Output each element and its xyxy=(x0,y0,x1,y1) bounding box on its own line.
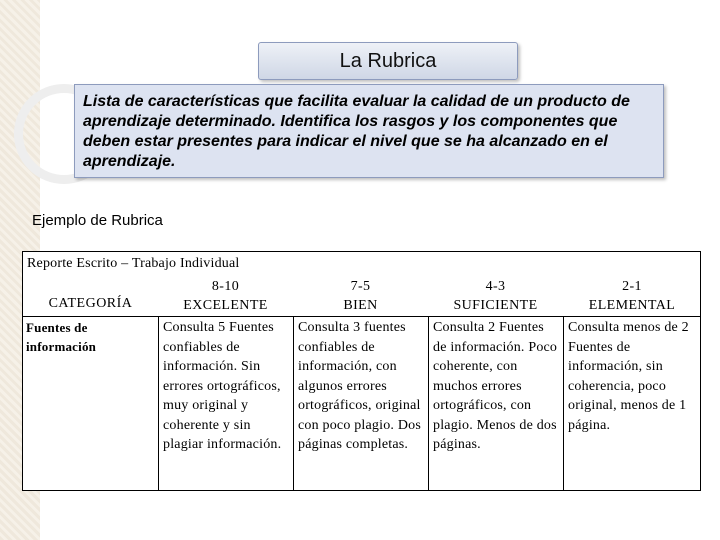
rubric-title: Reporte Escrito – Trabajo Individual xyxy=(27,256,240,271)
category-header: CATEGORÍA xyxy=(48,296,133,311)
slide-title-text: La Rubrica xyxy=(339,49,437,72)
column-divider xyxy=(428,316,429,490)
column-score: 2-1 xyxy=(622,279,642,294)
criteria-cell-suficiente: Consulta 2 Fuentes de información. Poco coherente, con muchos errores ortográficos, con plagio. Menos de dos páginas. xyxy=(433,320,558,452)
column-score: 8-10 xyxy=(211,279,240,294)
column-header-excelente xyxy=(159,277,292,315)
column-level: SUFICIENTE xyxy=(453,298,538,313)
column-divider xyxy=(563,316,564,490)
column-divider xyxy=(158,316,159,490)
column-level: BIEN xyxy=(343,298,378,313)
criteria-cell-elemental: Consulta menos de 2 Fuentes de información, sin coherencia, poco original, menos de 1 página. xyxy=(568,320,689,433)
criteria-cell-excelente: Consulta 5 Fuentes confiables de información. Sin errores ortográficos, muy original y coherente y sin plagiar información. xyxy=(163,320,282,452)
column-divider xyxy=(293,316,294,490)
column-score: 7-5 xyxy=(350,279,371,294)
column-level: ELEMENTAL xyxy=(588,298,676,313)
column-level: EXCELENTE xyxy=(183,298,268,313)
example-label: Ejemplo de Rubrica xyxy=(32,212,163,229)
header-divider xyxy=(23,316,700,317)
rubric-table xyxy=(22,251,701,491)
column-header-suficiente xyxy=(429,277,562,315)
column-score: 4-3 xyxy=(485,279,506,294)
definition-text: Lista de características que facilita evaluar la calidad de un producto de aprendizaje determinado. Identifica los rasgos y los componentes que deben estar presentes para indicar el nivel que se ha alcanzado en el aprendizaje. xyxy=(83,93,630,170)
slide-title xyxy=(258,42,518,80)
criteria-cell-bien: Consulta 3 fuentes confiables de información, con algunos errores ortográficos, original con poco plagio. Dos páginas completas. xyxy=(298,320,421,452)
definition-box xyxy=(74,84,664,178)
column-header-elemental xyxy=(564,277,700,315)
column-header-bien xyxy=(294,277,427,315)
category-cell: Fuentes de información xyxy=(26,320,97,354)
